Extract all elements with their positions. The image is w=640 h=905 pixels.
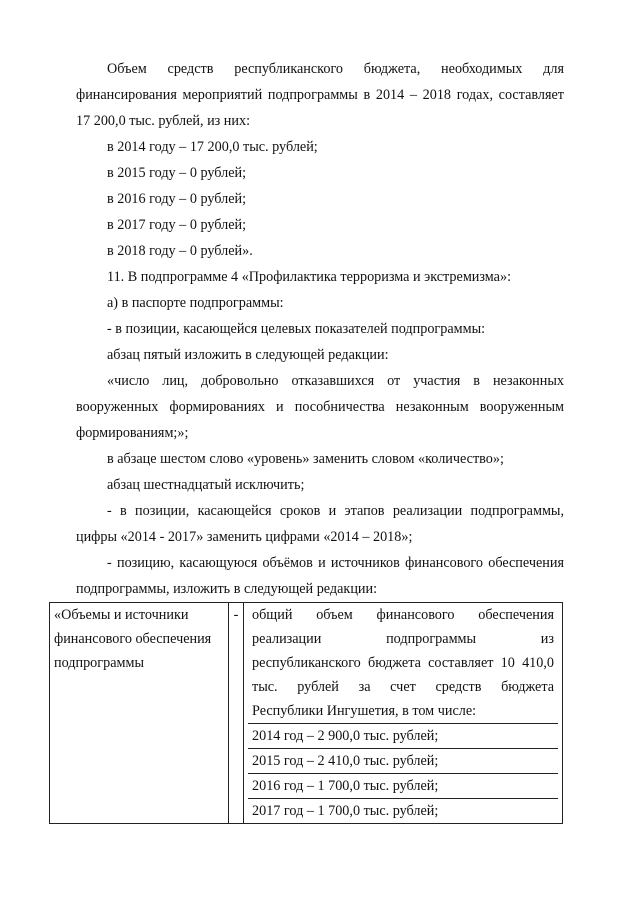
table-cell-label: «Объемы и источники финансового обеспечения подпрограммы — [50, 603, 229, 824]
paragraph-sixteenth-abzac: абзац шестнадцатый исключить; — [107, 477, 305, 493]
paragraph-fifth-abzac: абзац пятый изложить в следующей редакции: — [107, 347, 389, 363]
paragraph-passport: а) в паспорте подпрограммы: — [107, 295, 284, 311]
funding-summary-line: тыс. рублей за счет средств бюджета — [252, 679, 554, 695]
paragraph-quote-persons: «число лиц, добровольно отказавшихся от участия в незаконных вооруженных формированиях и пособничества незаконным вооруженным формированиям;»; — [76, 373, 564, 441]
funding-table — [49, 602, 563, 824]
paragraph-target-indicators: - в позиции, касающейся целевых показателей подпрограммы: — [107, 321, 486, 337]
funding-year-row: 2016 год – 1 700,0 тыс. рублей; — [248, 774, 558, 799]
funding-year-row: 2017 год – 1 700,0 тыс. рублей; — [252, 803, 439, 819]
paragraph-year-2014: в 2014 году – 17 200,0 тыс. рублей; — [107, 139, 318, 155]
paragraph-volumes-sources: - позицию, касающуюся объёмов и источников финансового обеспечения подпрограммы, изложить в следующей редакции: — [76, 555, 564, 597]
paragraph-sixth-abzac: в абзаце шестом слово «уровень» заменить словом «количество»; — [107, 451, 504, 467]
funding-summary-line: республиканского бюджета составляет 10 410,0 — [252, 655, 554, 671]
table-row — [50, 603, 563, 824]
paragraph-year-2018: в 2018 году – 0 рублей». — [107, 243, 253, 259]
funding-summary-line: реализации подпрограммы из — [252, 631, 554, 647]
paragraph-year-2016: в 2016 году – 0 рублей; — [107, 191, 247, 207]
table-cell-dash: - — [229, 603, 244, 824]
paragraph-budget-total: Объем средств республиканского бюджета, необходимых для финансирования мероприятий подпрограммы в 2014 – 2018 годах, составляет 17 200,0 тыс. рублей, из них: — [76, 61, 564, 129]
funding-summary — [248, 603, 558, 724]
paragraph-terms-stages: - в позиции, касающейся сроков и этапов реализации подпрограммы, цифры «2014 - 2017» заменить цифрами «2014 – 2018»; — [76, 503, 564, 545]
paragraph-year-2017: в 2017 году – 0 рублей; — [107, 217, 247, 233]
funding-year-row: 2014 год – 2 900,0 тыс. рублей; — [248, 724, 558, 749]
paragraph-year-2015: в 2015 году – 0 рублей; — [107, 165, 247, 181]
funding-summary-line: Республики Ингушетия, в том числе: — [252, 703, 477, 719]
table-cell-content — [244, 603, 563, 824]
funding-summary-line: общий объем финансового обеспечения — [252, 607, 554, 623]
funding-year-row: 2015 год – 2 410,0 тыс. рублей; — [248, 749, 558, 774]
paragraph-subprogram-4: 11. В подпрограмме 4 «Профилактика терроризма и экстремизма»: — [107, 269, 512, 285]
